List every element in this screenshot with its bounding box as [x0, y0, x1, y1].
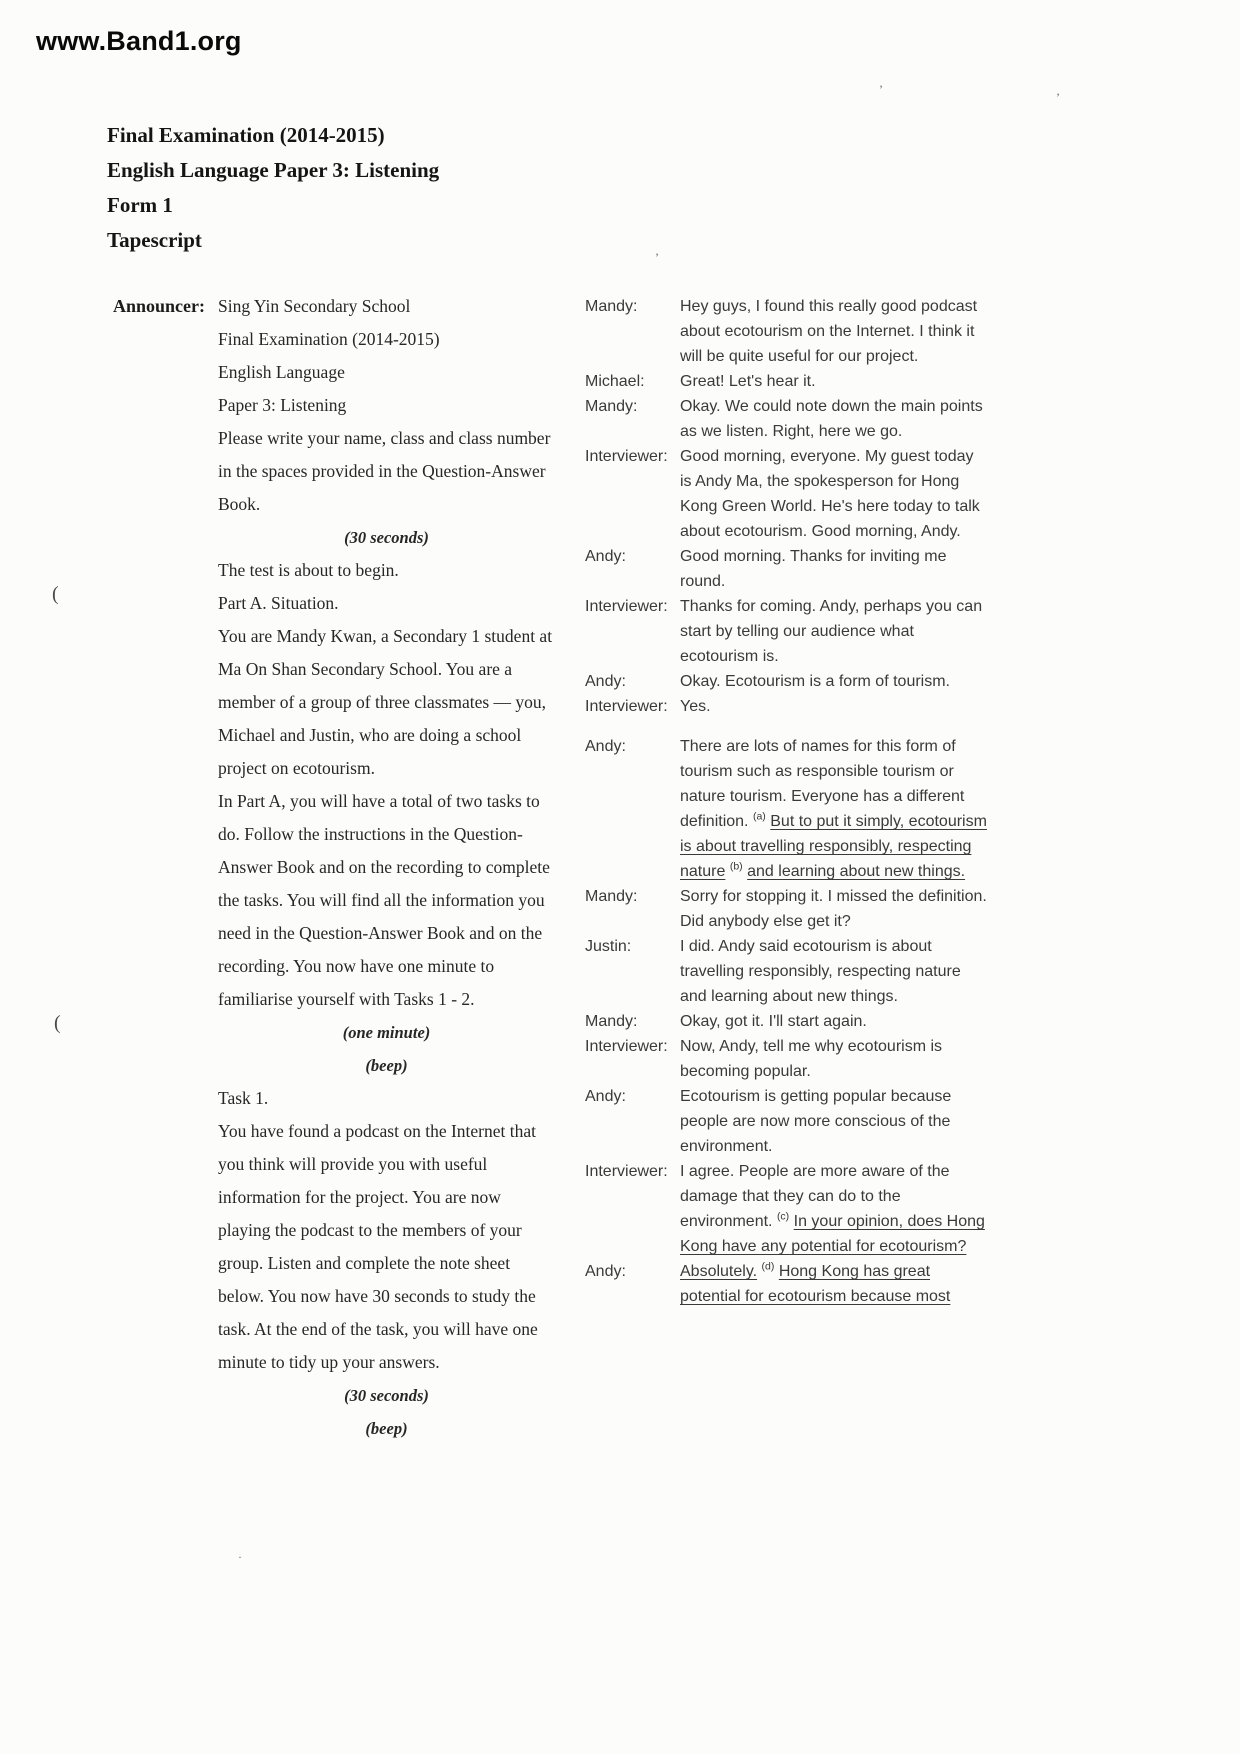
dialogue-turn: [585, 369, 987, 394]
utterance-text: [680, 394, 987, 444]
answer-marker: (a): [752, 810, 766, 823]
speaker-label: Andy:: [585, 1088, 626, 1105]
utterance-segment: Absolutely.: [680, 1263, 758, 1280]
dialogue-turn: [585, 1034, 987, 1084]
title-line-paper: English Language Paper 3: Listening: [107, 158, 440, 182]
dialogue-turn: [585, 884, 987, 934]
speaker-label: Andy:: [585, 673, 626, 690]
utterance-segment: Great! Let's hear it.: [680, 373, 816, 390]
dialogue-turn: [585, 734, 987, 884]
site-watermark: www.Band1.org: [36, 26, 242, 56]
utterance-segment: Sorry for stopping it. I missed the definition. Did anybody else get it?: [680, 888, 987, 930]
dialogue-turn: [585, 394, 987, 444]
answer-marker: (b): [729, 860, 743, 873]
dialogue-turn: [585, 444, 987, 544]
dialogue-turn: [585, 934, 987, 1009]
scan-artifact: (: [54, 1012, 61, 1034]
dialogue-turn: [585, 594, 987, 669]
speaker-label: Mandy:: [585, 1013, 638, 1030]
announcer-paragraph: Paper 3: Listening: [218, 395, 347, 415]
utterance-text: [680, 669, 987, 694]
utterance-segment: and learning about new things.: [747, 863, 966, 880]
speaker-label: Mandy:: [585, 298, 638, 315]
scan-speck: ·: [238, 1550, 242, 1564]
speaker-label: Mandy:: [585, 398, 638, 415]
utterance-text: [680, 884, 987, 934]
utterance-segment: Good morning, everyone. My guest today is Andy Ma, the spokesperson for Hong Kong Green World. He's here today to talk about ecotourism. Good morning, Andy.: [680, 448, 980, 540]
utterance-segment: Hong Kong has great potential for ecotourism because most: [680, 1263, 951, 1305]
utterance-text: [680, 1159, 987, 1259]
dialogue-turn: [585, 1259, 987, 1309]
stage-direction: (one minute): [342, 1023, 431, 1042]
utterance-segment: Thanks for coming. Andy, perhaps you can start by telling our audience what ecotourism is.: [680, 598, 983, 665]
announcer-paragraph: You have found a podcast on the Internet that you think will provide you with useful information for the project. You are now playing the podcast to the members of your group. Listen and complete the note sheet below. You now have 30 seconds to study the task. At the end of the task, you will have one minute to tidy up your answers.: [218, 1121, 538, 1372]
scan-speck: ’: [1056, 90, 1060, 104]
stage-direction: (30 seconds): [344, 1386, 429, 1405]
scan-speck: ’: [879, 82, 883, 96]
speaker-label: Michael:: [585, 373, 645, 390]
stage-direction: (beep): [365, 1419, 408, 1438]
speaker-label: Justin:: [585, 938, 632, 955]
utterance-text: [680, 1034, 987, 1084]
utterance-text: [680, 294, 987, 369]
dialogue-turn: [585, 669, 987, 694]
speaker-label: Interviewer:: [585, 1163, 668, 1180]
announcer-paragraph: Sing Yin Secondary School: [218, 296, 411, 316]
announcer-paragraph: In Part A, you will have a total of two tasks to do. Follow the instructions in the Question-Answer Book and on the recording to complete the tasks. You will find all the information you need in the Question-Answer Book and on the recording. You now have one minute to familiarise yourself with Tasks 1 - 2.: [218, 791, 550, 1009]
title-line-tapescript: Tapescript: [107, 228, 202, 252]
utterance-segment: Ecotourism is getting popular because people are now more conscious of the environment.: [680, 1088, 952, 1155]
dialogue-column: [585, 294, 987, 1309]
utterance-text: [680, 1084, 987, 1159]
speaker-label: Andy:: [585, 1263, 626, 1280]
utterance-segment: Okay. Ecotourism is a form of tourism.: [680, 673, 950, 690]
announcer-paragraph: English Language: [218, 362, 345, 382]
announcer-paragraph: Final Examination (2014-2015): [218, 329, 440, 349]
utterance-segment: But to put it simply, ecotourism is about travelling responsibly, respecting nature: [680, 813, 987, 880]
utterance-text: [680, 694, 987, 719]
announcer-paragraph: Task 1.: [218, 1088, 269, 1108]
utterance-text: [680, 369, 987, 394]
speaker-label: Andy:: [585, 548, 626, 565]
speaker-label: Mandy:: [585, 888, 638, 905]
utterance-segment: Yes.: [680, 698, 711, 715]
utterance-segment: I did. Andy said ecotourism is about travelling responsibly, respecting nature and learning about new things.: [680, 938, 961, 1005]
utterance-text: [680, 934, 987, 1009]
dialogue-turn: [585, 1009, 987, 1034]
stage-direction: (beep): [365, 1056, 408, 1075]
title-line-form: Form 1: [107, 193, 173, 217]
announcer-script: [218, 290, 555, 1445]
utterance-text: [680, 544, 987, 594]
scan-artifact: (: [52, 583, 59, 605]
utterance-segment: Hey guys, I found this really good podcast about ecotourism on the Internet. I think it will be quite useful for our project.: [680, 298, 978, 365]
utterance-segment: Okay. We could note down the main points as we listen. Right, here we go.: [680, 398, 983, 440]
utterance-text: [680, 444, 987, 544]
utterance-segment: There are lots of names for this form of tourism such as responsible tourism or nature tourism. Everyone has a different definition.: [680, 738, 965, 830]
dialogue-turn: [585, 1084, 987, 1159]
document-title-block: [107, 118, 439, 258]
speaker-label-announcer: Announcer:: [113, 296, 206, 316]
dialogue-turn: [585, 544, 987, 594]
stage-direction: (30 seconds): [344, 528, 429, 547]
utterance-segment: In your opinion, does Hong Kong have any potential for ecotourism?: [680, 1213, 985, 1255]
utterance-segment: I agree. People are more aware of the damage that they can do to the environment.: [680, 1163, 950, 1230]
dialogue-turn: [585, 1159, 987, 1259]
utterance-text: [680, 734, 987, 884]
announcer-paragraph: Part A. Situation.: [218, 593, 339, 613]
answer-marker: (c): [776, 1210, 790, 1223]
speaker-label: Interviewer:: [585, 698, 668, 715]
speaker-label: Interviewer:: [585, 598, 668, 615]
utterance-segment: Good morning. Thanks for inviting me round.: [680, 548, 947, 590]
utterance-text: [680, 1259, 987, 1309]
utterance-text: [680, 1009, 987, 1034]
utterance-text: [680, 594, 987, 669]
utterance-segment: Okay, got it. I'll start again.: [680, 1013, 867, 1030]
dialogue-turn: [585, 694, 987, 719]
speaker-label: Interviewer:: [585, 1038, 668, 1055]
announcer-column: [113, 290, 555, 1445]
announcer-paragraph: The test is about to begin.: [218, 560, 399, 580]
announcer-paragraph: Please write your name, class and class number in the spaces provided in the Question-Answer Book.: [218, 428, 551, 514]
utterance-segment: Now, Andy, tell me why ecotourism is becoming popular.: [680, 1038, 943, 1080]
speaker-label: Andy:: [585, 738, 626, 755]
answer-marker: (d): [761, 1260, 775, 1273]
scan-speck: ’: [655, 250, 659, 264]
dialogue-turn: [585, 294, 987, 369]
speaker-label: Interviewer:: [585, 448, 668, 465]
announcer-paragraph: You are Mandy Kwan, a Secondary 1 student at Ma On Shan Secondary School. You are a member of a group of three classmates — you, Michael and Justin, who are doing a school project on ecotourism.: [218, 626, 553, 778]
title-line-exam: Final Examination (2014-2015): [107, 123, 385, 147]
